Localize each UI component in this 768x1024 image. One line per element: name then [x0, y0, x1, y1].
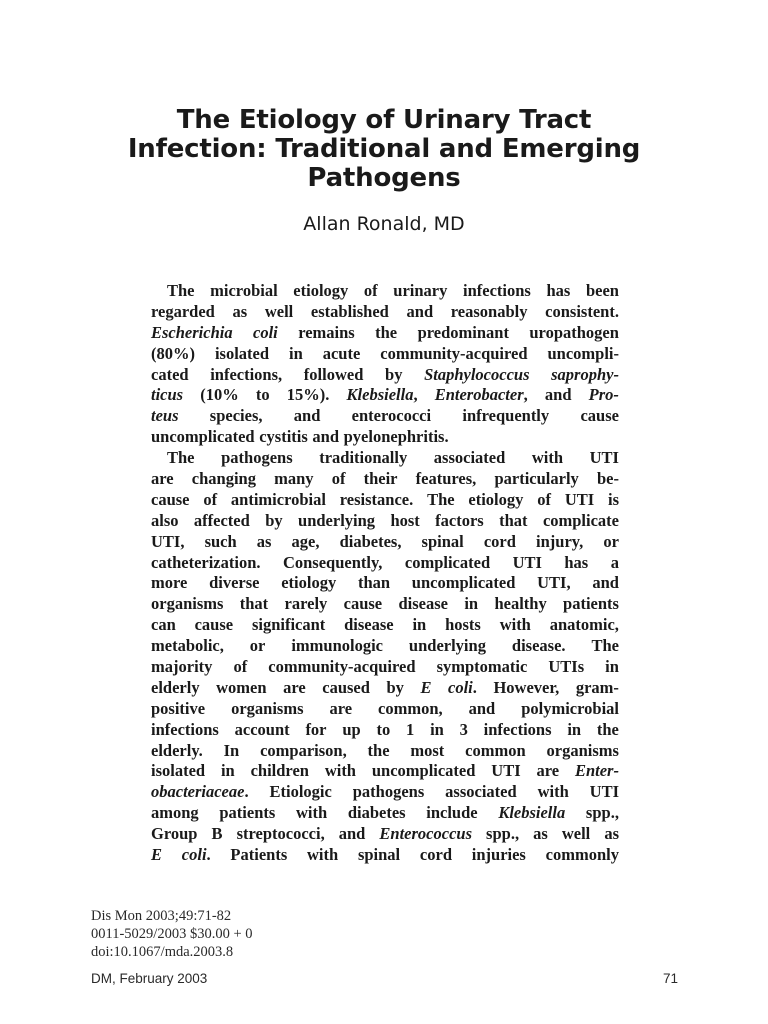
abstract-word: associated: [445, 782, 517, 802]
abstract-line: [151, 636, 619, 657]
abstract-word: children: [250, 761, 309, 781]
footer-journal-date: DM, February 2003: [91, 971, 208, 986]
abstract-word: cause: [151, 489, 190, 509]
abstract-word: spp.,: [486, 824, 520, 844]
abstract-word: E: [151, 845, 163, 865]
abstract-word: The: [167, 281, 195, 300]
abstract-word: coli: [253, 322, 278, 342]
abstract-word: UTIs: [548, 657, 585, 677]
abstract-word: and: [312, 427, 339, 447]
abstract-word: to: [376, 719, 391, 739]
abstract-word: caused: [322, 677, 370, 697]
abstract-word: Consequently,: [282, 552, 383, 572]
abstract-line: [151, 845, 619, 866]
abstract-word: are: [151, 469, 174, 489]
abstract-line: [151, 699, 619, 720]
abstract-word: remains: [298, 322, 355, 342]
abstract-word: are: [536, 761, 560, 781]
abstract-line: [151, 427, 619, 448]
abstract-word: their: [363, 469, 398, 489]
abstract-line: [151, 803, 619, 824]
abstract-word: etiology: [293, 281, 349, 300]
abstract-word: B: [211, 824, 223, 844]
abstract-word: uropathogen: [529, 322, 619, 342]
abstract-word: by: [385, 364, 403, 384]
abstract-word: In: [223, 740, 240, 760]
abstract-word: rarely: [284, 594, 328, 614]
abstract-word: The: [591, 636, 619, 656]
abstract-word: well: [561, 824, 591, 844]
abstract-line: [151, 406, 619, 427]
abstract-word: the: [596, 719, 619, 739]
abstract-word: by: [386, 677, 404, 697]
abstract-word: more: [151, 573, 188, 593]
abstract-word: than: [357, 573, 391, 593]
abstract-line: [151, 657, 619, 678]
abstract-word: uncompli-: [547, 343, 619, 363]
citation-journal: Dis Mon 2003;49:71-82: [91, 908, 232, 924]
abstract-word: Klebsiella,: [346, 385, 418, 405]
abstract-word: cated: [151, 364, 189, 384]
abstract-word: community-acquired: [268, 657, 416, 677]
abstract-word: anatomic,: [549, 615, 619, 635]
abstract-word: consistent.: [545, 301, 619, 321]
abstract-word: injury,: [536, 531, 584, 551]
abstract-word: etiology: [281, 573, 337, 593]
abstract-word: the: [367, 740, 390, 760]
abstract-word: can: [151, 615, 176, 635]
abstract-word: catheterization.: [151, 552, 261, 572]
abstract-word: in: [430, 719, 444, 739]
abstract-word: common,: [378, 698, 443, 718]
abstract-word: be-: [596, 469, 619, 489]
abstract-word: majority: [151, 657, 213, 677]
abstract-word: infections: [483, 719, 552, 739]
abstract-line: [151, 553, 619, 574]
abstract-word: underlying: [298, 510, 376, 530]
abstract-word: regarded: [151, 301, 215, 321]
abstract-word: cause: [343, 594, 383, 614]
abstract-word: positive: [151, 698, 206, 718]
abstract-word: host: [390, 510, 420, 530]
abstract-line: [151, 573, 619, 594]
abstract-word: diverse: [209, 573, 260, 593]
abstract-word: infections,: [210, 364, 283, 384]
abstract-word: UTI,: [151, 531, 185, 551]
abstract-word: cause: [194, 615, 234, 635]
abstract-word: features,: [415, 469, 477, 489]
abstract-word: disease: [344, 615, 394, 635]
abstract-word: However,: [493, 677, 560, 697]
abstract-word: changing: [191, 469, 256, 489]
abstract-word: include: [426, 803, 478, 823]
citation-doi: doi:10.1067/mda.2003.8: [91, 944, 234, 960]
abstract-word: significant: [251, 615, 326, 635]
abstract-word: elderly: [151, 677, 200, 697]
abstract-word: antimicrobial: [230, 489, 326, 509]
abstract-word: of: [363, 281, 378, 300]
abstract-word: and: [592, 573, 619, 593]
abstract-word: coli.: [181, 845, 211, 865]
abstract-word: associated: [433, 448, 506, 468]
abstract-line: [151, 782, 619, 803]
abstract-word: or: [249, 636, 266, 656]
abstract-word: with: [307, 845, 339, 865]
abstract-word: cord: [419, 845, 452, 865]
abstract-word: as: [232, 301, 248, 321]
abstract-word: and: [544, 385, 572, 405]
abstract-word: age,: [291, 531, 320, 551]
abstract-word: uncomplicated: [151, 427, 255, 447]
abstract-word: in: [412, 615, 427, 635]
page-number: 71: [662, 971, 678, 986]
abstract-word: etiology: [468, 489, 524, 509]
abstract-word: cord: [483, 531, 516, 551]
abstract-word: spinal: [421, 531, 464, 551]
abstract-word: UTI: [491, 761, 521, 781]
abstract-word: of: [233, 657, 248, 677]
abstract-word: pathogens: [221, 448, 293, 468]
article-title: [60, 106, 708, 193]
abstract-word: predominant: [417, 322, 509, 342]
abstract-word: in: [220, 761, 235, 781]
abstract-word: are: [283, 677, 306, 697]
abstract-word: that: [499, 510, 528, 530]
abstract-word: infrequently: [462, 406, 550, 426]
abstract-word: Enter-: [574, 761, 619, 781]
abstract-word: 3: [459, 719, 468, 739]
abstract-word: commonly: [545, 845, 619, 865]
abstract-line: [151, 761, 619, 782]
abstract-word: and: [468, 698, 496, 718]
abstract-word: are: [329, 698, 353, 718]
abstract-line: [151, 323, 619, 344]
abstract-word: complicated: [404, 552, 491, 572]
abstract-word: Enterobacter,: [434, 385, 528, 405]
abstract-word: urinary: [393, 281, 448, 300]
abstract-word: and: [406, 301, 434, 321]
abstract-word: uncomplicated: [371, 761, 476, 781]
abstract-word: common: [465, 740, 526, 760]
abstract-word: coli.: [448, 677, 477, 697]
abstract-word: to: [255, 385, 270, 405]
citation-block: [91, 907, 253, 961]
abstract-word: microbial: [210, 281, 278, 300]
abstract-word: as: [604, 824, 619, 844]
abstract-word: organisms: [151, 594, 224, 614]
abstract-word: with: [499, 615, 531, 635]
abstract-word: Enterococcus: [379, 824, 472, 844]
abstract-word: elderly.: [151, 740, 203, 760]
abstract-line: [151, 594, 619, 615]
abstract-word: acute: [322, 343, 361, 363]
abstract-word: patients: [219, 803, 276, 823]
abstract-word: resistance.: [339, 489, 414, 509]
abstract-word: for: [305, 719, 327, 739]
abstract-word: streptococci,: [236, 824, 325, 844]
abstract-word: spp.,: [585, 803, 619, 823]
abstract-line: [151, 448, 619, 469]
abstract-line: [151, 385, 619, 406]
abstract-word: diabetes,: [339, 531, 402, 551]
abstract-line: [151, 281, 619, 302]
abstract-word: The: [167, 448, 195, 468]
abstract-word: spinal: [357, 845, 401, 865]
abstract-word: factors: [435, 510, 484, 530]
abstract-word: The: [427, 489, 455, 509]
abstract-word: well: [264, 301, 294, 321]
abstract-word: UTI: [589, 782, 619, 802]
title-line: Pathogens: [307, 163, 461, 193]
abstract-word: has: [546, 281, 571, 300]
abstract-word: been: [585, 281, 619, 300]
abstract-word: organisms: [231, 698, 304, 718]
abstract-line: [151, 490, 619, 511]
abstract-word: and: [293, 406, 321, 426]
abstract-word: underlying: [408, 636, 486, 656]
abstract-word: ticus: [151, 385, 184, 405]
abstract-word: many: [274, 469, 314, 489]
abstract-word: in: [605, 657, 619, 677]
abstract-line: [151, 678, 619, 699]
abstract-word: account: [234, 719, 290, 739]
abstract-line: [151, 532, 619, 553]
abstract-word: pathogens: [352, 782, 425, 802]
abstract-word: has: [564, 552, 589, 572]
abstract-word: traditionally: [319, 448, 408, 468]
abstract-word: UTI: [589, 448, 619, 468]
abstract-line: [151, 741, 619, 762]
abstract-word: such: [204, 531, 237, 551]
abstract-word: gram-: [575, 677, 619, 697]
abstract-word: with: [324, 761, 356, 781]
abstract-word: uncomplicated: [411, 573, 516, 593]
abstract-word: particularly: [494, 469, 579, 489]
abstract-line: [151, 469, 619, 490]
abstract-word: among: [151, 803, 199, 823]
abstract-word: a: [610, 552, 619, 572]
abstract-word: obacteriaceae.: [151, 782, 249, 802]
abstract-word: disease.: [511, 636, 566, 656]
abstract-word: isolated: [214, 343, 270, 363]
abstract-word: Group: [151, 824, 198, 844]
abstract-word: infections: [463, 281, 531, 300]
abstract-word: 1: [406, 719, 415, 739]
title-line: The Etiology of Urinary Tract: [176, 105, 592, 135]
abstract-word: followed: [303, 364, 364, 384]
abstract-word: injuries: [471, 845, 526, 865]
abstract-line: [151, 302, 619, 323]
abstract-word: UTI,: [537, 573, 571, 593]
abstract-word: (10%: [200, 385, 239, 405]
abstract-word: established: [310, 301, 389, 321]
abstract-word: most: [410, 740, 445, 760]
abstract-word: with: [295, 803, 328, 823]
abstract-word: affected: [193, 510, 250, 530]
abstract-word: immunologic: [291, 636, 383, 656]
abstract-word: cystitis: [259, 427, 308, 447]
title-line: Infection: Traditional and Emerging: [127, 134, 641, 164]
abstract-word: or: [603, 531, 619, 551]
abstract-word: in: [289, 343, 303, 363]
abstract-line: [151, 511, 619, 532]
abstract-line: [151, 824, 619, 845]
abstract-word: UTI: [564, 489, 595, 509]
abstract-word: and: [338, 824, 366, 844]
abstract-word: in: [464, 594, 479, 614]
abstract-word: 15%).: [286, 385, 330, 405]
abstract-word: Staphylococcus: [424, 364, 530, 384]
abstract-word: Etiologic: [269, 782, 332, 802]
abstract-word: saprophy-: [551, 364, 619, 384]
abstract-word: organisms: [546, 740, 619, 760]
abstract-word: pyelonephritis.: [343, 427, 449, 447]
abstract-word: as: [533, 824, 548, 844]
citation-issn: 0011-5029/2003 $30.00 + 0: [91, 926, 253, 942]
abstract-line: [151, 720, 619, 741]
abstract-word: E: [420, 677, 432, 697]
abstract-word: species,: [209, 406, 263, 426]
abstract-word: the: [375, 322, 398, 342]
abstract-word: isolated: [151, 761, 206, 781]
abstract-word: patients: [563, 594, 619, 614]
abstract-word: of: [331, 469, 346, 489]
abstract-word: women: [216, 677, 267, 697]
abstract-word: hosts: [445, 615, 481, 635]
abstract-word: by: [265, 510, 283, 530]
abstract-word: symptomatic: [436, 657, 528, 677]
abstract-word: diabetes: [347, 803, 406, 823]
abstract-body: [151, 281, 619, 866]
abstract-word: (80%): [151, 343, 195, 363]
abstract-word: complicate: [542, 510, 619, 530]
abstract-word: enterococci: [351, 406, 432, 426]
abstract-word: comparison,: [260, 740, 347, 760]
abstract-word: Escherichia: [151, 322, 233, 342]
abstract-word: disease: [398, 594, 448, 614]
abstract-word: healthy: [494, 594, 547, 614]
abstract-word: of: [203, 489, 218, 509]
abstract-word: polymicrobial: [521, 698, 619, 718]
abstract-word: reasonably: [450, 301, 528, 321]
abstract-word: cause: [580, 406, 619, 426]
abstract-word: metabolic,: [151, 636, 224, 656]
abstract-word: up: [342, 719, 361, 739]
abstract-word: in: [567, 719, 582, 739]
abstract-word: of: [537, 489, 551, 509]
abstract-word: community-acquired: [380, 343, 528, 363]
abstract-word: Patients: [230, 845, 288, 865]
abstract-word: that: [239, 594, 269, 614]
abstract-line: [151, 344, 619, 365]
abstract-word: infections: [151, 719, 219, 739]
abstract-word: Klebsiella: [498, 803, 566, 823]
author-byline: Allan Ronald, MD: [303, 213, 465, 235]
abstract-word: as: [256, 531, 272, 551]
abstract-word: teus: [151, 406, 179, 426]
abstract-word: UTI: [512, 552, 542, 572]
abstract-word: with: [537, 782, 569, 802]
abstract-line: [151, 615, 619, 636]
abstract-word: Pro-: [588, 385, 619, 405]
abstract-word: also: [151, 510, 179, 530]
abstract-line: [151, 365, 619, 386]
abstract-word: with: [531, 448, 564, 468]
abstract-word: is: [607, 489, 619, 509]
